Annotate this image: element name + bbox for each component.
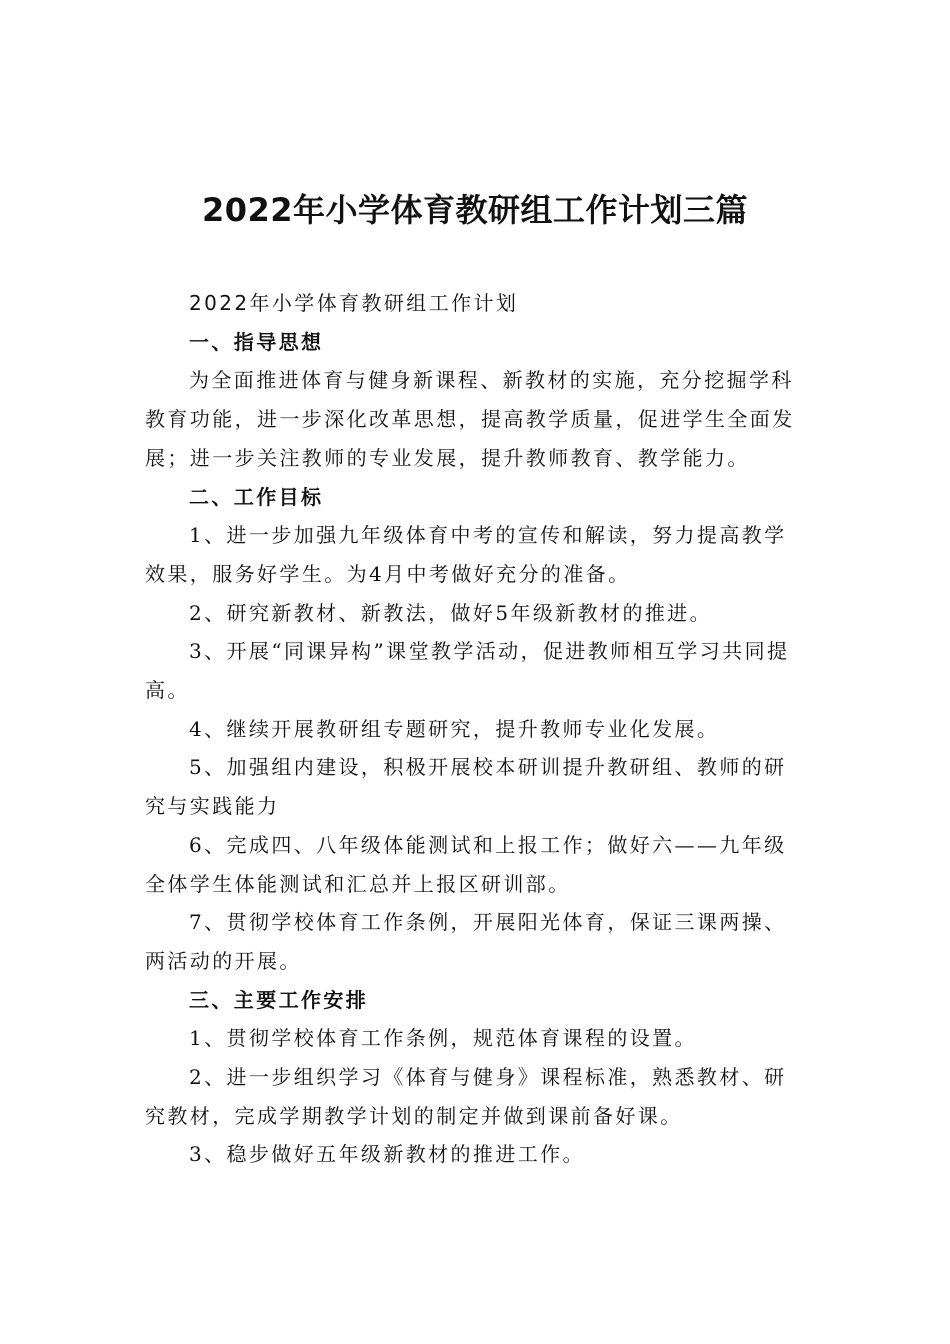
arrangement-item-2: 2、进一步组织学习《体育与健身》课程标准，熟悉教材、研究教材，完成学期教学计划的制定并做到课前备好课。 [145,1065,787,1128]
goal-item-2: 2、研究新教材、新教法，做好5年级新教材的推进。 [189,600,713,625]
document-title: 2022年小学体育教研组工作计划三篇 [201,191,749,229]
section-heading-work-goals: 二、工作目标 [189,484,324,509]
goal-item-3: 3、开展“同课异构”课堂教学活动，促进教师相互学习共同提高。 [145,639,790,703]
arrangement-item-1: 1、贯彻学校体育工作条例，规范体育课程的设置。 [189,1026,697,1051]
goal-item-4: 4、继续开展教研组专题研究，提升教师专业化发展。 [189,716,720,741]
section-heading-main-arrangements: 三、主要工作安排 [189,987,369,1012]
goal-item-6: 6、完成四、八年级体能测试和上报工作；做好六——九年级全体学生体能测试和汇总并上报区研训部。 [145,832,787,896]
goal-item-7: 7、贯彻学校体育工作条例，开展阳光体育，保证三课两操、两活动的开展。 [145,910,787,973]
subtitle: 2022年小学体育教研组工作计划 [189,291,519,315]
goal-item-1: 1、进一步加强九年级体育中考的宣传和解读，努力提高教学效果，服务好学生。为4月中考做好充分的准备。 [145,523,787,586]
arrangement-item-3: 3、稳步做好五年级新教材的推进工作。 [189,1142,585,1167]
section-heading-guiding-ideology: 一、指导思想 [189,329,324,354]
paragraph-guiding-ideology: 为全面推进体育与健身新课程、新教材的实施，充分挖掘学科教育功能，进一步深化改革思想，提高教学质量，促进学生全面发展；进一步关注教师的专业发展，提升教师教育、教学能力。 [145,368,795,470]
document-body [145,284,805,1174]
goal-item-5: 5、加强组内建设，积极开展校本研训提升教研组、教师的研究与实践能力 [145,755,787,819]
